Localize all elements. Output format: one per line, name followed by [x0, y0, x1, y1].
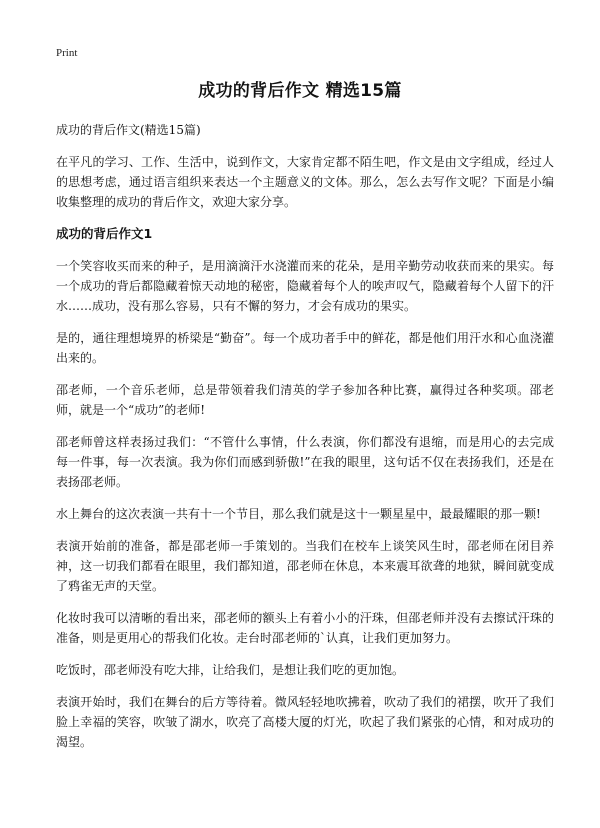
- paragraph: 是的，通往理想境界的桥梁是“勤奋”。每一个成功者手中的鲜花，都是他们用汗水和心血浇灌出来的。: [56, 331, 554, 365]
- paragraph: 水上舞台的这次表演一共有十一个节目，那么我们就是这十一颗星星中，最最耀眼的那一颗!: [56, 507, 541, 521]
- intro-paragraph: 在平凡的学习、工作、生活中，说到作文，大家肯定都不陌生吧，作文是由文字组成，经过人的思想考虑，通过语言组织来表达一个主题意义的文体。那么，怎么去写作文呢？下面是小编收集整理的成功的背后作文，欢迎大家分享。: [56, 155, 554, 209]
- paragraph: 化妆时我可以清晰的看出来，邵老师的额头上有着小小的汗珠，但邵老师并没有去擦试汗珠的准备，则是更用心的帮我们化妆。走台时邵老师的`认真，让我们更加努力。: [56, 611, 554, 645]
- page-title: 成功的背后作文 精选15篇: [198, 81, 402, 101]
- paragraph: 表演开始前的准备，都是邵老师一手策划的。当我们在校车上谈笑风生时，邵老师在闭目养神，这一切我们都看在眼里，我们都知道，邵老师在休息，本来震耳欲聋的地狱，瞬间就变成了鸦雀无声的天堂。: [56, 539, 554, 593]
- paragraph: 邵老师，一个音乐老师，总是带领着我们清英的学子参加各种比赛，赢得过各种奖项。邵老师，就是一个“成功”的老师!: [56, 383, 554, 417]
- paragraph: 吃饭时，邵老师没有吃大排，让给我们，是想让我们吃的更加饱。: [56, 663, 405, 677]
- paragraph: 邵老师曾这样表扬过我们：“不管什么事情，什么表演，你们都没有退缩，而是用心的去完成每一件事，每一次表演。我为你们而感到骄傲!”在我的眼里，这句话不仅在表扬我们，还是在表扬邵老师。: [56, 435, 554, 489]
- article-body: [56, 120, 554, 764]
- paragraph: 一个笑容收买而来的种子，是用滴滴汗水浇灌而来的花朵，是用辛勤劳动收获而来的果实。每一个成功的背后都隐藏着惊天动地的秘密，隐藏着每个人的唉声叹气，隐藏着每个人留下的汗水……成功，没有那么容易，只有不懈的努力，才会有成功的果实。: [56, 259, 554, 313]
- article-subtitle: 成功的背后作文(精选15篇): [56, 123, 201, 137]
- print-link[interactable]: Print: [56, 47, 78, 59]
- section-heading: 成功的背后作文1: [56, 226, 153, 241]
- paragraph: 表演开始时，我们在舞台的后方等待着。微风轻轻地吹拂着，吹动了我们的裙摆，吹开了我们脸上幸福的笑容，吹皱了湖水，吹亮了高楼大厦的灯光，吹起了我们紧张的心情，和对成功的渴望。: [56, 695, 554, 749]
